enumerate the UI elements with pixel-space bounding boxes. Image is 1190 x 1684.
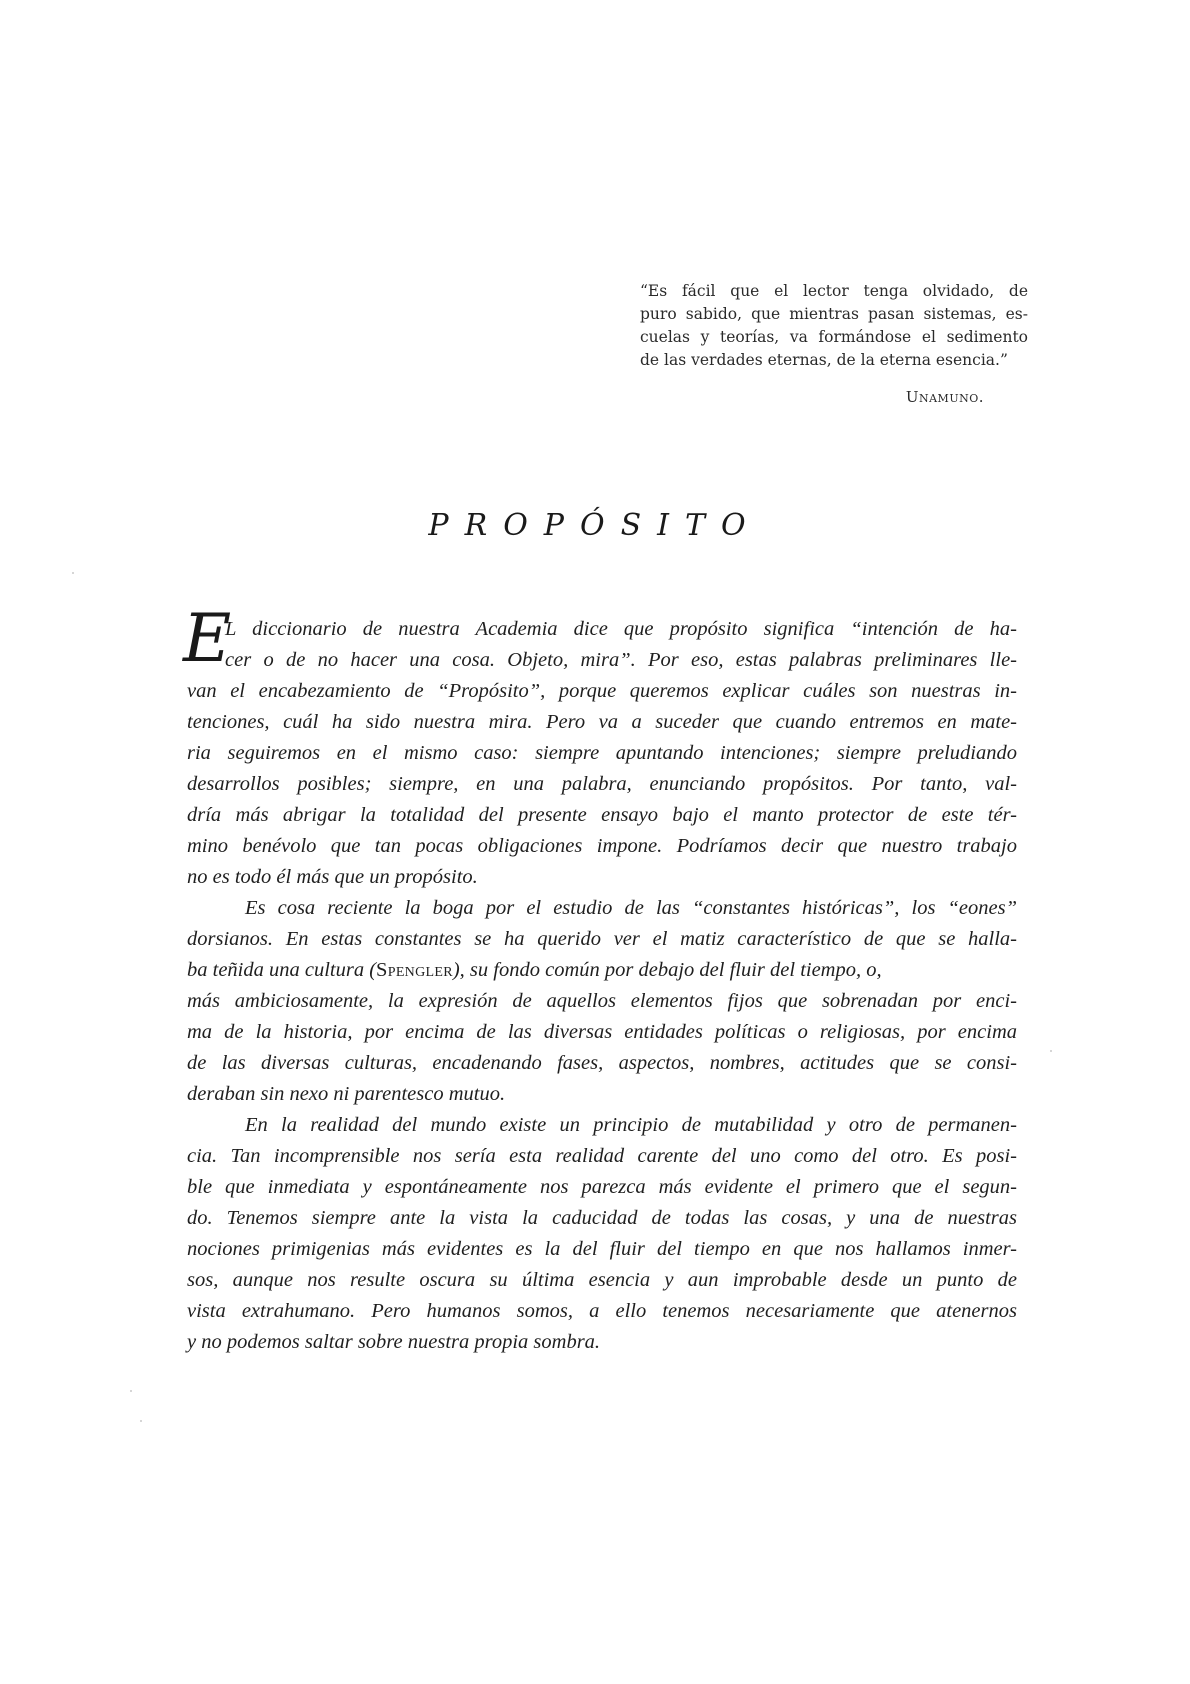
page-title: PROPÓSITO (428, 508, 762, 543)
body-line: no es todo él más que un propósito. (187, 866, 478, 888)
body-line: En la realidad del mundo existe un principio de mutabilidad y otro de permanen- (245, 1114, 1017, 1136)
epigraph-line: “Es fácil que el lector tenga olvidado, de (640, 282, 1028, 300)
body-line: cer o de no hacer una cosa. Objeto, mira”. Por eso, estas palabras preliminares lle- (225, 649, 1017, 671)
body-line-text: ), su fondo común por debajo del fluir del tiempo, o, (452, 959, 882, 981)
scan-speck (140, 1420, 142, 1422)
body-line: de las diversas culturas, encadenando fases, aspectos, nombres, actitudes que se consi- (187, 1052, 1017, 1074)
body-line: Es cosa reciente la boga por el estudio de las “constantes históricas”, los “eones” (245, 897, 1017, 919)
body-line (187, 955, 1017, 986)
body-line: sos, aunque nos resulte oscura su última esencia y aun improbable desde un punto de (187, 1269, 1017, 1291)
body-line: deraban sin nexo ni parentesco mutuo. (187, 1083, 506, 1105)
epigraph-line: de las verdades eternas, de la eterna esencia.” (640, 351, 1008, 369)
body-line: ria seguiremos en el mismo caso: siempre apuntando intenciones; siempre preludiando (187, 742, 1017, 764)
author-name-smallcaps: Spengler (376, 959, 453, 981)
body-line: van el encabezamiento de “Propósito”, porque queremos explicar cuáles son nuestras in- (187, 680, 1017, 702)
body-line: do. Tenemos siempre ante la vista la caducidad de todas las cosas, y una de nuestras (187, 1207, 1017, 1229)
epigraph-author: Unamuno. (905, 388, 984, 406)
body-line: ma de la historia, por encima de las diversas entidades políticas o religiosas, por encima (187, 1021, 1017, 1043)
body-line: dorsianos. En estas constantes se ha querido ver el matiz característico de que se halla- (187, 928, 1017, 950)
body-text (183, 600, 1017, 1358)
body-line: vista extrahumano. Pero humanos somos, a ello tenemos necesariamente que atenernos (187, 1300, 1017, 1322)
scan-speck (130, 1390, 132, 1392)
body-line: ble que inmediata y espontáneamente nos parezca más evidente el primero que el segun- (187, 1176, 1017, 1198)
body-line-text: L diccionario de nuestra Academia dice que propósito significa “intención de ha- (225, 618, 1017, 640)
body-line: y no podemos saltar sobre nuestra propia sombra. (187, 1331, 601, 1353)
body-line: desarrollos posibles; siempre, en una palabra, enunciando propósitos. Por tanto, val- (187, 773, 1017, 795)
body-line: nociones primigenias más evidentes es la del fluir del tiempo en que nos hallamos inmer- (187, 1238, 1017, 1260)
body-line: dría más abrigar la totalidad del presente ensayo bajo el manto protector de este tér- (187, 804, 1017, 826)
epigraph-line: puro sabido, que mientras pasan sistemas, es- (640, 305, 1028, 323)
epigraph (640, 280, 1028, 409)
body-line: más ambiciosamente, la expresión de aquellos elementos fijos que sobrenadan por enci- (187, 990, 1017, 1012)
scan-speck (72, 572, 74, 574)
epigraph-line: cuelas y teorías, va formándose el sedimento (640, 328, 1028, 346)
body-line-text: ba teñida una cultura ( (187, 959, 377, 981)
scan-speck (1050, 1050, 1052, 1052)
drop-cap: E (183, 600, 232, 677)
body-line: mino benévolo que tan pocas obligaciones impone. Podríamos decir que nuestro trabajo (187, 835, 1017, 857)
body-line: tenciones, cuál ha sido nuestra mira. Pero va a suceder que cuando entremos en mate- (187, 711, 1017, 733)
body-line: cia. Tan incomprensible nos sería esta realidad carente del uno como del otro. Es posi- (187, 1145, 1017, 1167)
